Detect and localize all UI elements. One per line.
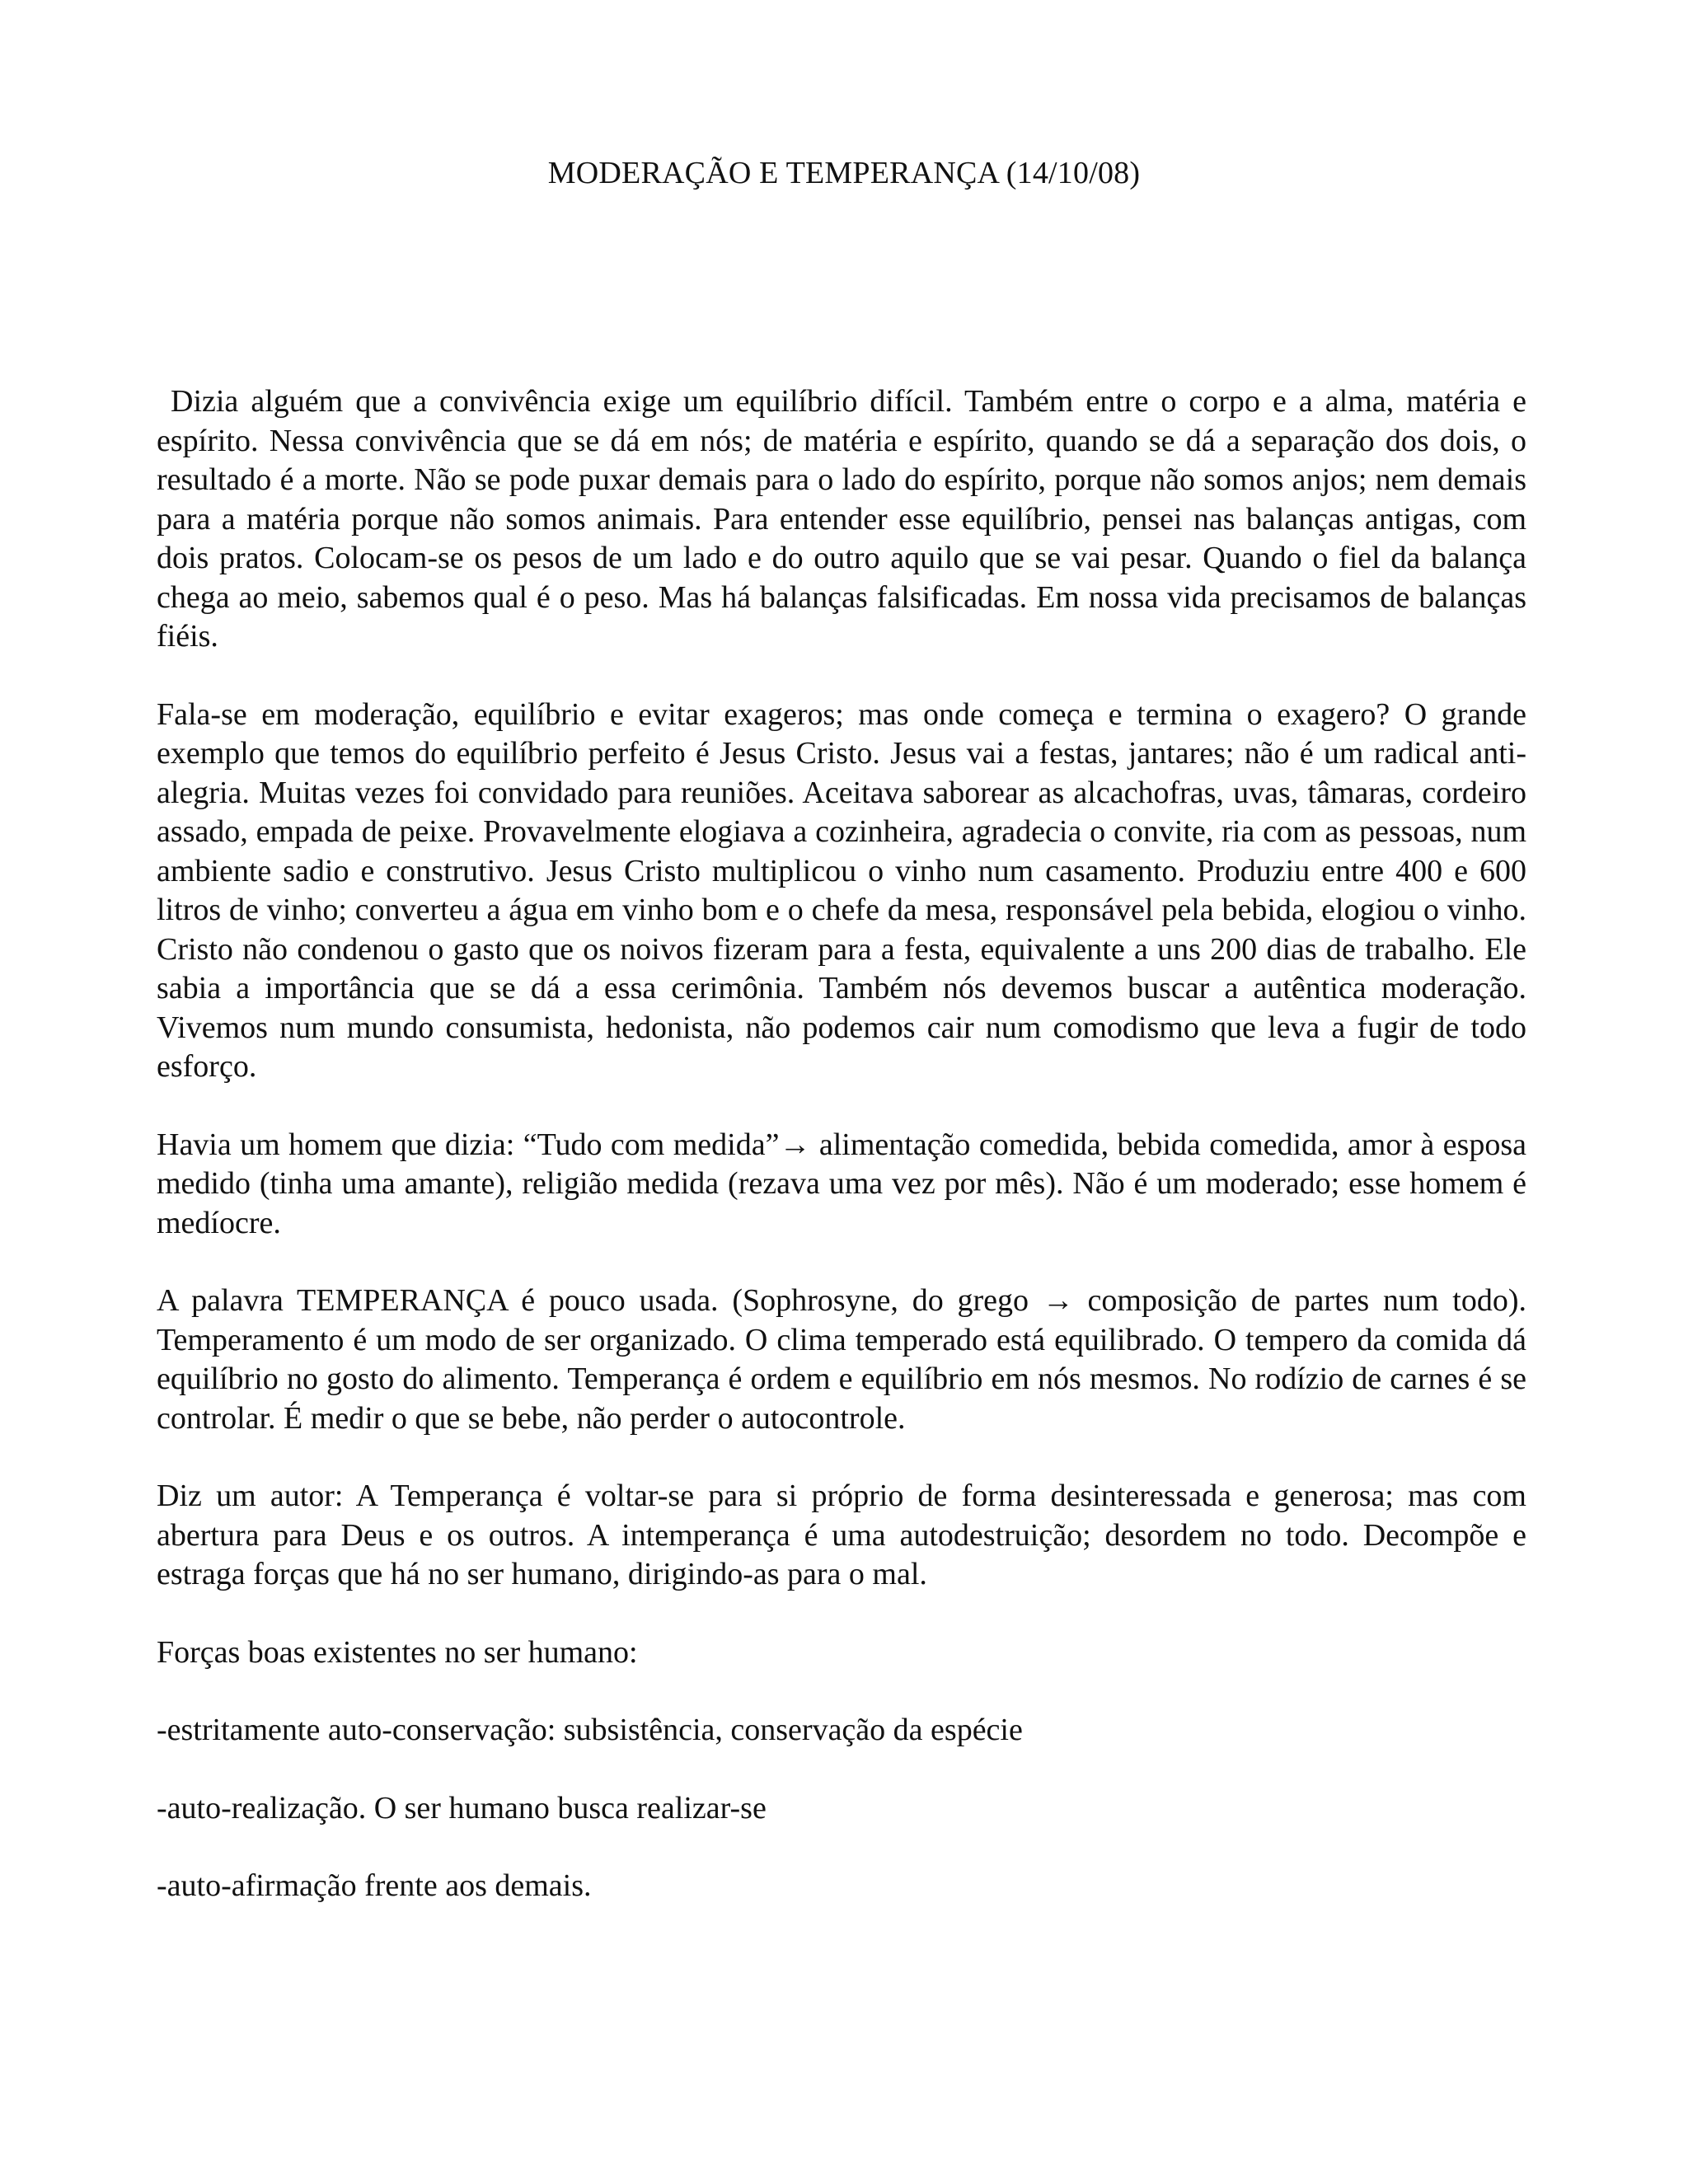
paragraph-temperance-word: A palavra TEMPERANÇA é pouco usada. (Sophrosyne, do grego → composição de partes num todo). Temperamento é um modo de ser organizado. O clima temperado está equilibrado. O tempero da comida dá equilíbrio no gosto do alimento. Temperança é ordem e equilíbrio em nós mesmos. No rodízio de carnes é se controlar. É medir o que se bebe, não perder o autocontrole. xyxy=(157,1283,1526,1436)
paragraph-author-quote: Diz um autor: A Temperança é voltar-se para si próprio de forma desinteressada e generosa; mas com abertura para Deus e os outros. A intemperança é uma autodestruição; desordem no todo. Decompõe e estraga forças que há no ser humano, dirigindo-as para o mal. xyxy=(157,1479,1526,1591)
list-item-self-preservation: -estritamente auto-conservação: subsistência, conservação da espécie xyxy=(157,1713,1023,1747)
list-item-self-realization: -auto-realização. O ser humano busca realizar-se xyxy=(157,1790,767,1825)
document-body xyxy=(157,382,1526,1945)
paragraph-good-forces-heading: Forças boas existentes no ser humano: xyxy=(157,1634,638,1670)
list-item-self-affirmation: -auto-afirmação frente aos demais. xyxy=(157,1868,592,1903)
document-title: MODERAÇÃO E TEMPERANÇA (14/10/08) xyxy=(547,156,1141,190)
paragraph-measure: Havia um homem que dizia: “Tudo com medida”→ alimentação comedida, bebida comedida, amor à esposa medido (tinha uma amante), religião medida (rezava uma vez por mês). Não é um moderado; esse homem é medíocre. xyxy=(157,1127,1526,1240)
paragraph-balance: Dizia alguém que a convivência exige um equilíbrio difícil. Também entre o corpo e a alma, matéria e espírito. Nessa convivência que se dá em nós; de matéria e espírito, quando se dá a separação dos dois, o resultado é a morte. Não se pode puxar demais para o lado do espírito, porque não somos anjos; nem demais para a matéria porque não somos animais. Para entender esse equilíbrio, pensei nas balanças antigas, com dois pratos. Colocam-se os pesos de um lado e do outro aquilo que se vai pesar. Quando o fiel da balança chega ao meio, sabemos qual é o peso. Mas há balanças falsificadas. Em nossa vida precisamos de balanças fiéis. xyxy=(157,384,1526,654)
paragraph-moderation: Fala-se em moderação, equilíbrio e evitar exageros; mas onde começa e termina o exagero? O grande exemplo que temos do equilíbrio perfeito é Jesus Cristo. Jesus vai a festas, jantares; não é um radical anti-alegria. Muitas vezes foi convidado para reuniões. Aceitava saborear as alcachofras, uvas, tâmaras, cordeiro assado, empada de peixe. Provavelmente elogiava a cozinheira, agradecia o convite, ria com as pessoas, num ambiente sadio e construtivo. Jesus Cristo multiplicou o vinho num casamento. Produziu entre 400 e 600 litros de vinho; converteu a água em vinho bom e o chefe da mesa, responsável pela bebida, elogiou o vinho. Cristo não condenou o gasto que os noivos fizeram para a festa, equivalente a uns 200 dias de trabalho. Ele sabia a importância que se dá a essa cerimônia. Também nós devemos buscar a autêntica moderação. Vivemos num mundo consumista, hedonista, não podemos cair num comodismo que leva a fugir de todo esforço. xyxy=(157,696,1526,1084)
